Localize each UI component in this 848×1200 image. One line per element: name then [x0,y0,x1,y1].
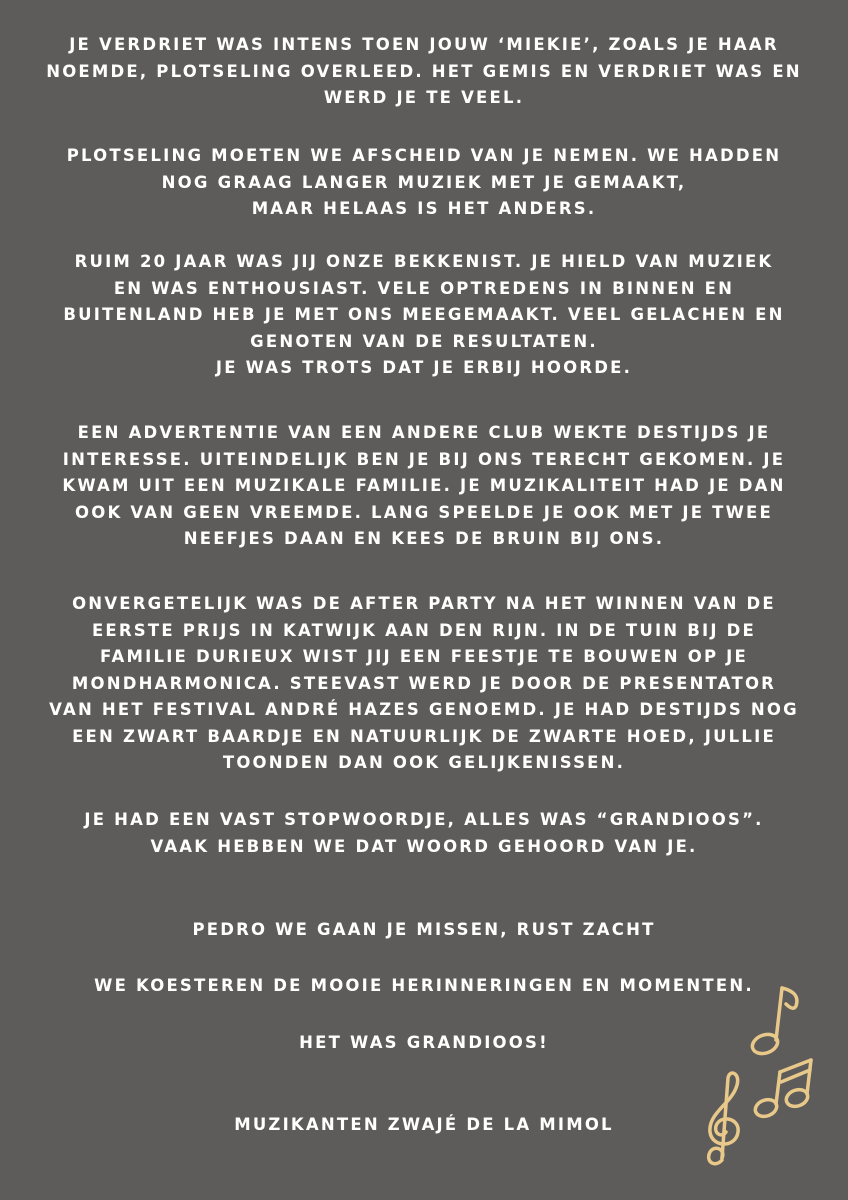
paragraph-advertentie: EEN ADVERTENTIE VAN EEN ANDERE CLUB WEKTE DESTIJDS JE INTERESSE. UITEINDELIJK BEN JE BIJ ONS TERECHT GEKOMEN. JE KWAM UIT EEN MUZIKALE FAMILIE. JE MUZIKALITEIT HAD JE DAN OOK VAN GEEN VREEMDE. LANG SPEELDE JE OOK MET JE TWEE NEEFJES DAAN EN KEES DE BRUIN BIJ ONS. [62,423,786,548]
paragraph-after-party: ONVERGETELIJK WAS DE AFTER PARTY NA HET WINNEN VAN DE EERSTE PRIJS IN KATWIJK AAN DEN RIJN. IN DE TUIN BIJ DE FAMILIE DURIEUX WIST JIJ EEN FEESTJE TE BOUWEN OP JE MONDHARMONICA. STEEVAST WERD JE DOOR DE PRESENTATOR VAN HET FESTIVAL ANDRÉ HAZES GENOEMD. JE HAD DESTIJDS NOG EEN ZWART BAARDJE EN NATUURLIJK DE ZWARTE HOED, JULLIE TOONDEN DAN OOK GELIJKENISSEN. [49,594,799,772]
music-notes-icon [690,980,830,1180]
paragraph-grandioos: HET WAS GRANDIOOS! [299,1033,549,1052]
paragraph-rust-zacht: PEDRO WE GAAN JE MISSEN, RUST ZACHT [192,920,656,939]
paragraph-bekkenist: RUIM 20 JAAR WAS JIJ ONZE BEKKENIST. JE HIELD VAN MUZIEK EN WAS ENTHOUSIAST. VELE OPTREDENS IN BINNEN EN BUITENLAND HEB JE MET ONS MEEGEMAAKT. VEEL GELACHEN EN GENOTEN VAN DE RESULTATEN. JE WAS TROTS DAT JE ERBIJ HOORDE. [63,252,785,377]
paragraph-farewell: PLOTSELING MOETEN WE AFSCHEID VAN JE NEMEN. WE HADDEN NOG GRAAG LANGER MUZIEK MET JE GEMAAKT, MAAR HELAAS IS HET ANDERS. [66,146,782,218]
paragraph-miekie: JE VERDRIET WAS INTENS TOEN JOUW ‘MIEKIE’, ZOALS JE HAAR NOEMDE, PLOTSELING OVERLEED. HET GEMIS EN VERDRIET WAS EN WERD JE TE VEEL. [46,35,802,107]
paragraph-stopwoordje: JE HAD EEN VAST STOPWOORDJE, ALLES WAS “GRANDIOOS”. VAAK HEBBEN WE DAT WOORD GEHOORD VAN JE. [84,810,764,856]
signature-line: MUZIKANTEN ZWAJÉ DE LA MIMOL [234,1115,614,1134]
paragraph-herinneringen: WE KOESTEREN DE MOOIE HERINNERINGEN EN MOMENTEN. [94,976,754,995]
